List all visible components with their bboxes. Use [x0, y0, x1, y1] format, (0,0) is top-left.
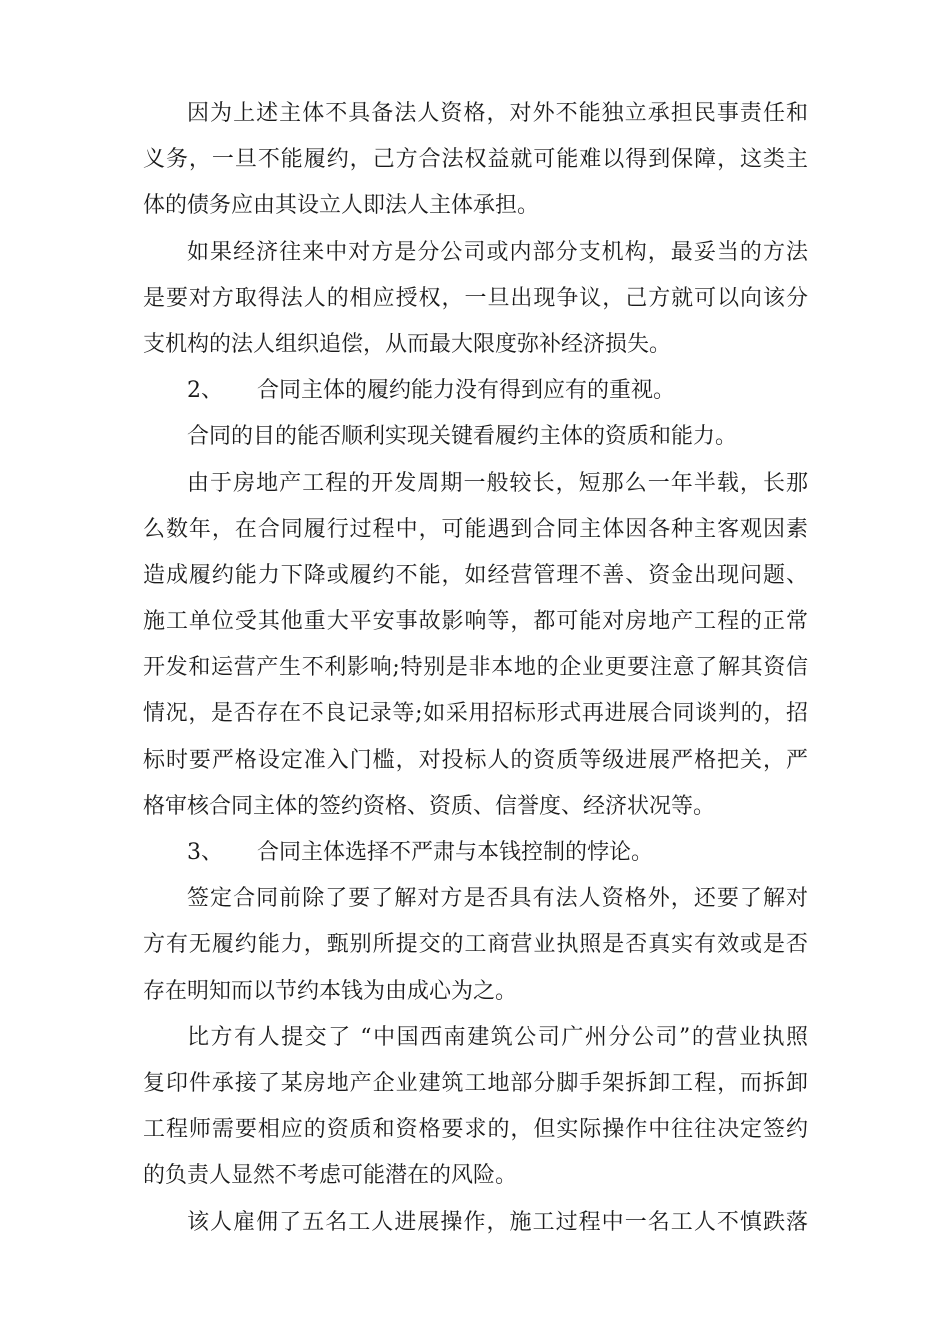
text-line: 么数年，在合同履行过程中，可能遇到合同主体因各种主客观因素 [143, 516, 808, 542]
text-line: 方有无履约能力，甄别所提交的工商营业执照是否真实有效或是否 [143, 932, 808, 958]
text-line: 施工单位受其他重大平安事故影响等，都可能对房地产工程的正常 [143, 609, 808, 635]
text-line: 体的债务应由其设立人即法人主体承担。 [143, 193, 540, 219]
text-line: 比方有人提交了 “中国西南建筑公司广州分公司”的营业执照 [187, 1024, 808, 1050]
text-line: 是要对方取得法人的相应授权，一旦出现争议，己方就可以向该分 [143, 285, 808, 311]
text-line: 该人雇佣了五名工人进展操作，施工过程中一名工人不慎跌落 [187, 1209, 808, 1235]
text-line: 工程师需要相应的资质和资格要求的，但实际操作中往往决定签约 [143, 1117, 808, 1143]
text-line: 情况，是否存在不良记录等;如采用招标形式再进展合同谈判的，招 [143, 701, 808, 727]
text-line: 复印件承接了某房地产企业建筑工地部分脚手架拆卸工程，而拆卸 [143, 1070, 808, 1096]
section-heading-line [143, 830, 808, 876]
text-line: 标时要严格设定准入门槛，对投标人的资质等级进展严格把关，严 [143, 747, 808, 773]
text-line: 签定合同前除了要了解对方是否具有法人资格外，还要了解对 [187, 886, 808, 912]
text-line: 开发和运营产生不利影响;特别是非本地的企业更要注意了解其资信 [143, 655, 808, 681]
section-heading-text: 合同主体选择不严肃与本钱控制的悖论。 [257, 840, 654, 865]
text-line: 造成履约能力下降或履约不能，如经营管理不善、资金出现问题、 [143, 562, 808, 588]
text-line: 因为上述主体不具备法人资格，对外不能独立承担民事责任和 [187, 101, 808, 126]
text-line: 如果经济往来中对方是分公司或内部分支机构，最妥当的方法 [187, 239, 808, 265]
text-line: 格审核合同主体的签约资格、资质、信誉度、经济状况等。 [143, 793, 716, 819]
text-line: 存在明知而以节约本钱为由成心为之。 [143, 978, 518, 1004]
text-line: 支机构的法人组织追偿，从而最大限度弥补经济损失。 [143, 331, 672, 357]
section-number: 3、 [187, 840, 223, 865]
section-heading-line [143, 368, 808, 414]
text-line: 由于房地产工程的开发周期一般较长，短那么一年半载，长那 [187, 470, 808, 496]
section-heading-text: 合同主体的履约能力没有得到应有的重视。 [257, 378, 676, 404]
text-line: 义务，一旦不能履约，己方合法权益就可能难以得到保障，这类主 [143, 147, 808, 173]
document-body [143, 91, 808, 1246]
section-number: 2、 [187, 378, 223, 404]
text-line: 的负责人显然不考虑可能潜在的风险。 [143, 1163, 518, 1189]
text-line: 合同的目的能否顺利实现关键看履约主体的资质和能力。 [187, 424, 738, 450]
